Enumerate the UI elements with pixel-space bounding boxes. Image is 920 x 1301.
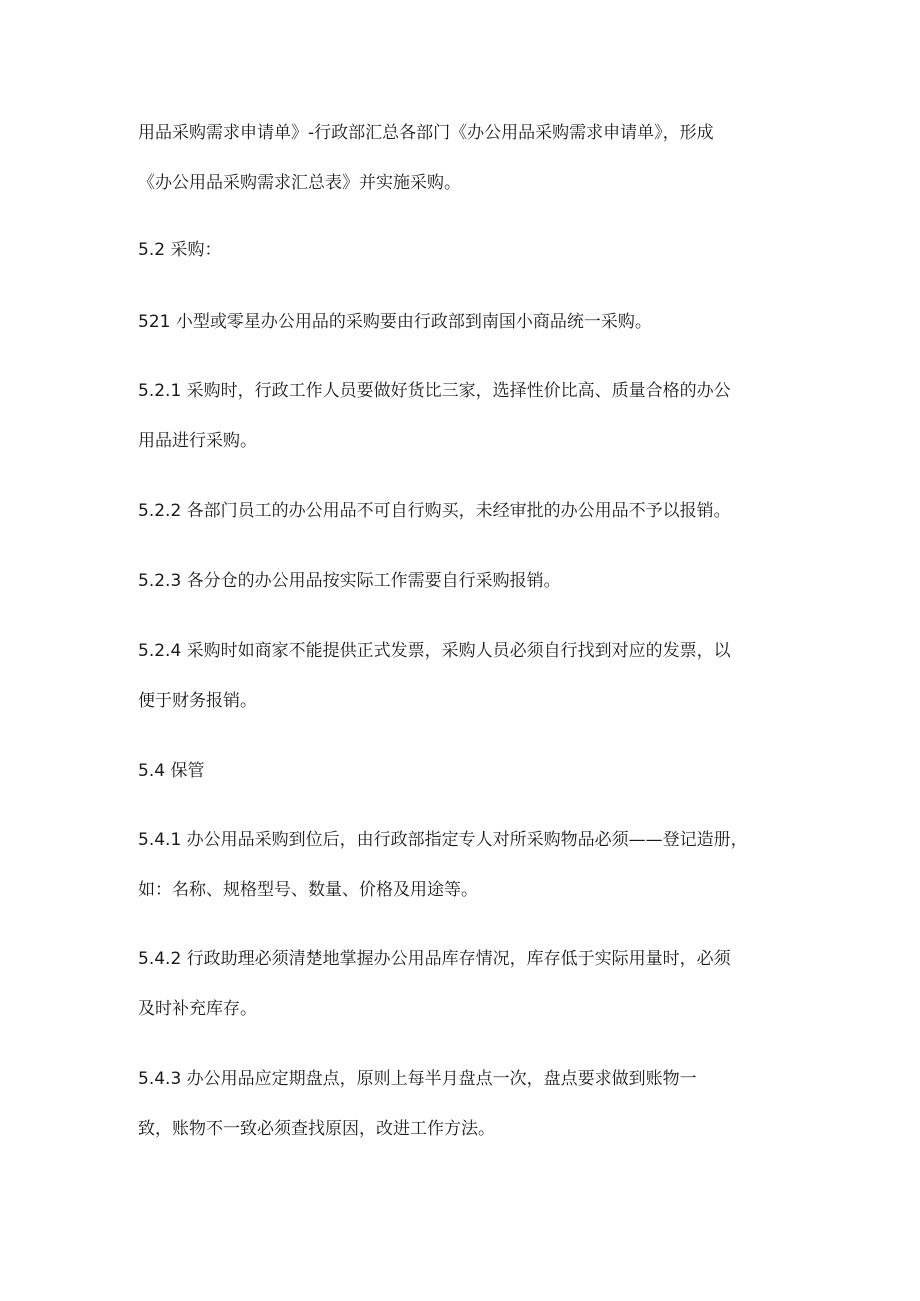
text-line: 致，账物不一致必须查找原因，改进工作方法。 xyxy=(138,1119,495,1139)
text-line: 5.2.1 采购时，行政工作人员要做好货比三家，选择性价比高、质量合格的办公 xyxy=(138,381,731,401)
text-line: 5.2.3 各分仓的办公用品按实际工作需要自行采购报销。 xyxy=(138,571,561,591)
text-line: 5.4.2 行政助理必须清楚地掌握办公用品库存情况，库存低于实际用量时，必须 xyxy=(138,949,731,969)
text-line: 5.4.1 办公用品采购到位后，由行政部指定专人对所采购物品必须——登记造册， xyxy=(138,830,748,850)
section-heading: 5.4 保管 xyxy=(138,761,205,781)
text-line: 用品采购需求申请单》-行政部汇总各部门《办公用品采购需求申请单》，形成 xyxy=(138,123,714,143)
text-line: 521 小型或零星办公用品的采购要由行政部到南国小商品统一采购。 xyxy=(138,312,652,332)
text-line: 如：名称、规格型号、数量、价格及用途等。 xyxy=(138,880,478,900)
text-line: 及时补充库存。 xyxy=(138,999,257,1019)
text-line: 《办公用品采购需求汇总表》并实施采购。 xyxy=(138,173,461,193)
section-heading: 5.2 采购： xyxy=(138,240,222,260)
text-line: 便于财务报销。 xyxy=(138,691,257,711)
text-line: 5.2.2 各部门员工的办公用品不可自行购买，未经审批的办公用品不予以报销。 xyxy=(138,501,731,521)
text-line: 用品进行采购。 xyxy=(138,431,257,451)
text-line: 5.2.4 采购时如商家不能提供正式发票，采购人员必须自行找到对应的发票，以 xyxy=(138,641,731,661)
text-line: 5.4.3 办公用品应定期盘点，原则上每半月盘点一次，盘点要求做到账物一 xyxy=(138,1069,697,1089)
